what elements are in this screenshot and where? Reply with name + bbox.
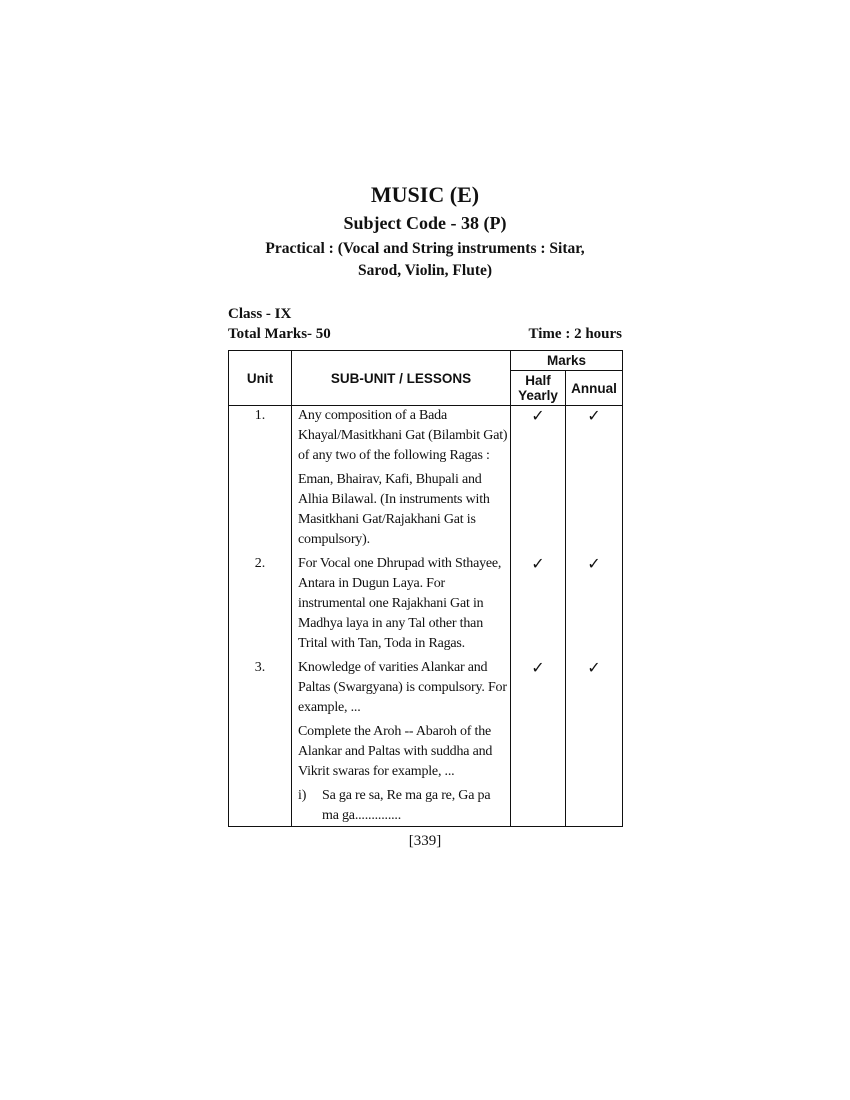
total-marks: Total Marks- 50 bbox=[228, 326, 331, 342]
practical-line-1: Practical : (Vocal and String instruments : Sitar, bbox=[265, 240, 585, 257]
document-page bbox=[228, 180, 622, 850]
practical-heading bbox=[228, 238, 622, 282]
sub-item-marker: i) bbox=[298, 788, 307, 803]
unit-header: Unit bbox=[229, 351, 292, 406]
half-yearly-check-icon: ✓ bbox=[511, 658, 566, 827]
lesson-paragraph: Knowledge of varities Alankar and Paltas (Swargyana) is compulsory. For example, ... bbox=[298, 660, 507, 715]
lesson-cell bbox=[292, 658, 511, 827]
annual-check-icon: ✓ bbox=[566, 554, 623, 658]
unit-number: 2. bbox=[229, 554, 292, 658]
class-row bbox=[228, 304, 622, 324]
table-row bbox=[229, 554, 623, 658]
sub-unit-header: SUB-UNIT / LESSONS bbox=[292, 351, 511, 406]
lesson-cell bbox=[292, 554, 511, 658]
marks-header: Marks bbox=[511, 351, 623, 371]
table-row bbox=[229, 658, 623, 827]
exam-meta bbox=[228, 304, 622, 344]
class-label: Class - IX bbox=[228, 306, 292, 322]
syllabus-table bbox=[228, 350, 623, 827]
subject-code: Subject Code - 38 (P) bbox=[343, 213, 507, 233]
practical-line-2: Sarod, Violin, Flute) bbox=[357, 262, 493, 279]
page-title: MUSIC (E) bbox=[370, 182, 480, 207]
half-yearly-header-line-2: Yearly bbox=[518, 388, 558, 403]
lesson-paragraph: Eman, Bhairav, Kafi, Bhupali and Alhia Bilawal. (In instruments with Masitkhani Gat/Rajakhani Gat is compulsory). bbox=[298, 472, 490, 547]
table-row bbox=[229, 406, 623, 555]
table-header-row bbox=[229, 351, 623, 371]
sub-item-text: Sa ga re sa, Re ma ga re, Ga pa ma ga.............. bbox=[322, 788, 491, 823]
page-number: [339] bbox=[408, 833, 442, 849]
half-yearly-check-icon: ✓ bbox=[511, 554, 566, 658]
marks-time-row bbox=[228, 324, 622, 344]
lesson-paragraph: Any composition of a Bada Khayal/Masitkhani Gat (Bilambit Gat) of any two of the following Ragas : bbox=[298, 408, 508, 463]
unit-number: 1. bbox=[229, 406, 292, 555]
annual-header: Annual bbox=[566, 371, 623, 406]
annual-check-icon: ✓ bbox=[566, 406, 623, 555]
half-yearly-check-icon: ✓ bbox=[511, 406, 566, 555]
half-yearly-header bbox=[511, 371, 566, 406]
annual-check-icon: ✓ bbox=[566, 658, 623, 827]
lesson-cell bbox=[292, 406, 511, 555]
lesson-sub-item bbox=[298, 786, 508, 826]
half-yearly-header-line-1: Half bbox=[525, 373, 551, 388]
lesson-paragraph: For Vocal one Dhrupad with Sthayee, Antara in Dugun Laya. For instrumental one Rajakhani Gat in Madhya laya in any Tal other than Trital with Tan, Toda in Ragas. bbox=[298, 556, 502, 651]
lesson-paragraph: Complete the Aroh -- Abaroh of the Alankar and Paltas with suddha and Vikrit swaras for example, ... bbox=[298, 724, 493, 779]
unit-number: 3. bbox=[229, 658, 292, 827]
time-allowed: Time : 2 hours bbox=[528, 326, 622, 342]
